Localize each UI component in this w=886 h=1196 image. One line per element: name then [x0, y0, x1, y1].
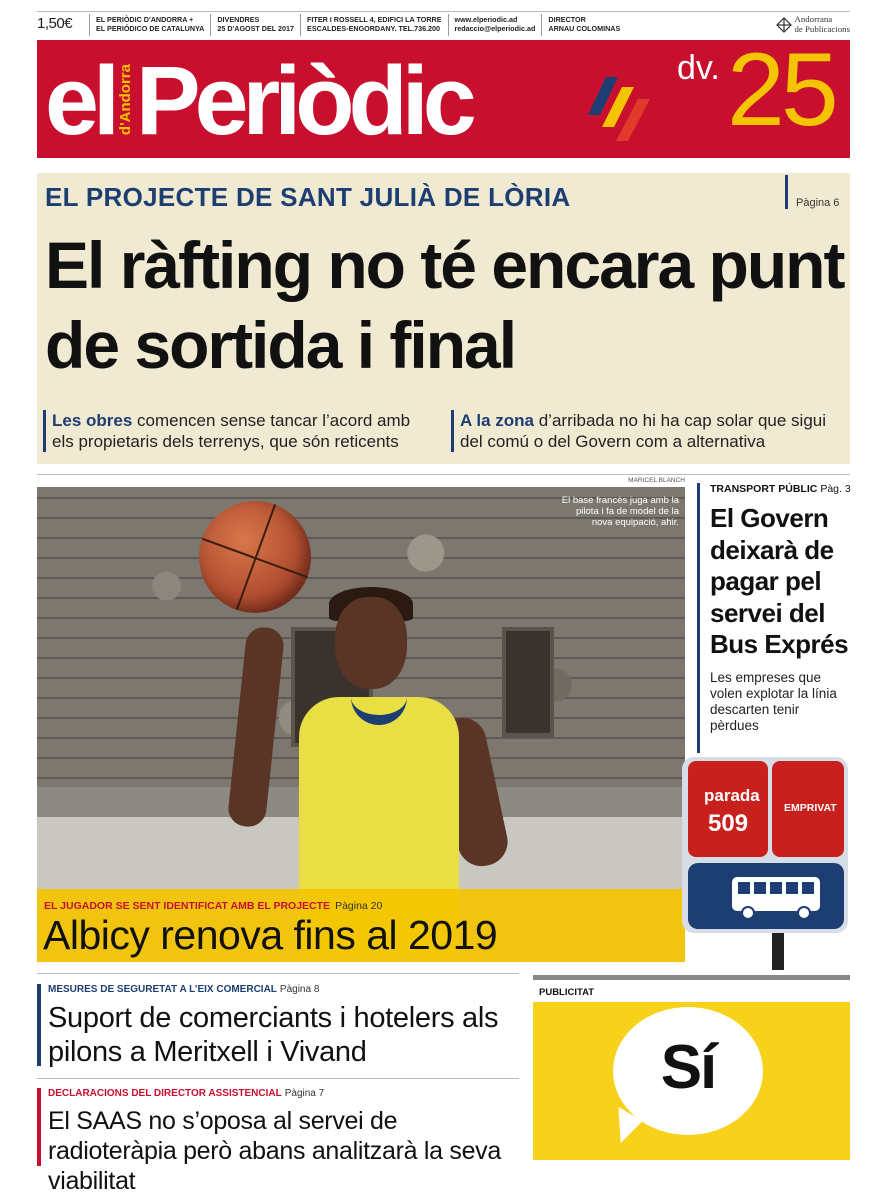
subhead-bold: A la zona	[460, 411, 534, 430]
lead-subhead-1	[43, 410, 435, 452]
divider	[37, 1078, 519, 1079]
player-head	[335, 597, 407, 689]
basketball-icon	[199, 501, 311, 613]
masthead[interactable]	[37, 32, 850, 158]
story-accent-bar	[37, 984, 41, 1066]
divider	[37, 474, 850, 475]
lead-page-ref[interactable]: Pàgina 6	[785, 175, 839, 209]
bus-stop-sign	[680, 755, 850, 970]
ad-text: Sí	[660, 1033, 716, 1102]
brand-pre: el	[45, 46, 114, 155]
lead-kicker: EL PROJECTE DE SANT JULIÀ DE LÒRIA	[45, 182, 571, 212]
photo-headline[interactable]: Albicy renova fins al 2019	[43, 912, 498, 958]
photo-caption: El base francès juga amb la pilota i fa de model de la nova equipació, ahir.	[561, 495, 679, 528]
address-line: ESCALDES-ENGORDANY. TEL.736.200	[307, 23, 441, 33]
subhead-text: comencen sense tancar l’acord amb els propietaris dels terrenys, que són reticents	[52, 411, 411, 451]
kicker-text: EL JUGADOR SE SENT IDENTIFICAT AMB EL PROJECTE	[44, 900, 331, 912]
publisher-line: de Publicacions	[794, 23, 850, 34]
edition-line: EL PERIÒDIC D'ANDORRA +	[96, 14, 194, 24]
lead-subhead-2	[451, 410, 843, 452]
photo-headline-strip	[37, 889, 685, 962]
story-headline[interactable]: El SAAS no s’oposa al servei de radioteràpia però abans analitzarà la seva viabilitat	[48, 1107, 501, 1195]
email-link[interactable]: redaccio@elperiodic.ad	[454, 23, 536, 33]
window	[502, 627, 554, 737]
lead-story[interactable]	[37, 173, 850, 464]
subhead-bold: Les obres	[52, 411, 133, 430]
director-label: DIRECTOR	[548, 14, 586, 24]
brand-logo[interactable]	[45, 42, 471, 160]
ad-rule	[533, 975, 850, 980]
sign-text-parada: parada	[704, 786, 760, 805]
ad-label: PUBLICITAT	[539, 987, 595, 998]
price: 1,50€	[37, 15, 73, 33]
publisher-line: Andorrana	[794, 13, 833, 24]
lead-headline[interactable]: El ràfting no té encara punt de sortida i final	[45, 228, 844, 382]
subhead-text: d’arribada no hi ha cap solar que sigui del comú o del Govern com a alternativa	[460, 411, 827, 451]
photo-credit: MARICEL BLANCH	[628, 477, 685, 484]
side-kicker	[710, 483, 851, 495]
advertisement[interactable]	[533, 975, 850, 1160]
sign-text-company: EMPRIVAT	[784, 802, 837, 814]
side-story[interactable]	[697, 483, 850, 753]
photo-story[interactable]	[37, 487, 685, 962]
date-info	[210, 14, 300, 36]
story-security[interactable]	[37, 984, 519, 1068]
editions-info	[89, 14, 210, 36]
story-kicker	[48, 984, 319, 995]
web-info	[448, 14, 542, 36]
director-name: ARNAU COLOMINAS	[548, 23, 621, 33]
brand-main: Periòdic	[135, 46, 471, 155]
photo-kicker	[44, 900, 382, 912]
andorra-flag-icon	[580, 75, 650, 145]
story-saas[interactable]	[37, 1088, 519, 1195]
page-ref[interactable]: Pàg. 3	[820, 483, 851, 495]
sign-red-panel	[688, 761, 768, 857]
side-summary: Les empreses que volen explotar la línia descarten tenir pèrdues	[710, 670, 837, 733]
story-accent-bar	[37, 1088, 41, 1166]
kicker-text: TRANSPORT PÚBLIC	[710, 483, 818, 495]
page-ref[interactable]: Pàgina 8	[279, 984, 320, 995]
story-headline[interactable]: Suport de comerciants i hotelers als pilons a Meritxell i Vivand	[48, 1002, 499, 1068]
side-headline[interactable]: El Govern deixarà de pagar pel servei del Bus Exprés	[710, 503, 849, 659]
jersey-collar	[351, 697, 407, 725]
edition-line: EL PERIÓDICO DE CATALUNYA	[96, 23, 205, 33]
ad-box[interactable]	[533, 1002, 850, 1160]
address-line: FITER I ROSSELL 4, EDIFICI LA TORRE	[307, 14, 442, 24]
story-kicker	[48, 1088, 324, 1099]
day-number: 25	[727, 32, 835, 148]
website-link[interactable]: www.elperiodic.ad	[454, 14, 518, 24]
page-ref[interactable]: Pàgina 7	[284, 1088, 325, 1099]
director-info	[541, 14, 626, 36]
kicker-text: DECLARACIONS DEL DIRECTOR ASSISTENCIAL	[48, 1088, 282, 1099]
date-line: DIVENDRES	[217, 14, 260, 24]
page-ref[interactable]: Pàgina 20	[335, 900, 383, 912]
address-info	[300, 14, 447, 36]
divider	[37, 973, 519, 974]
date-line: 25 D'AGOST DEL 2017	[217, 23, 295, 33]
weekday: dv.	[677, 49, 720, 87]
sign-text-number: 509	[708, 810, 749, 837]
brand-sub: d'Andorra	[116, 64, 134, 136]
kicker-text: MESURES DE SEGURETAT A L’EIX COMERCIAL	[48, 984, 277, 995]
